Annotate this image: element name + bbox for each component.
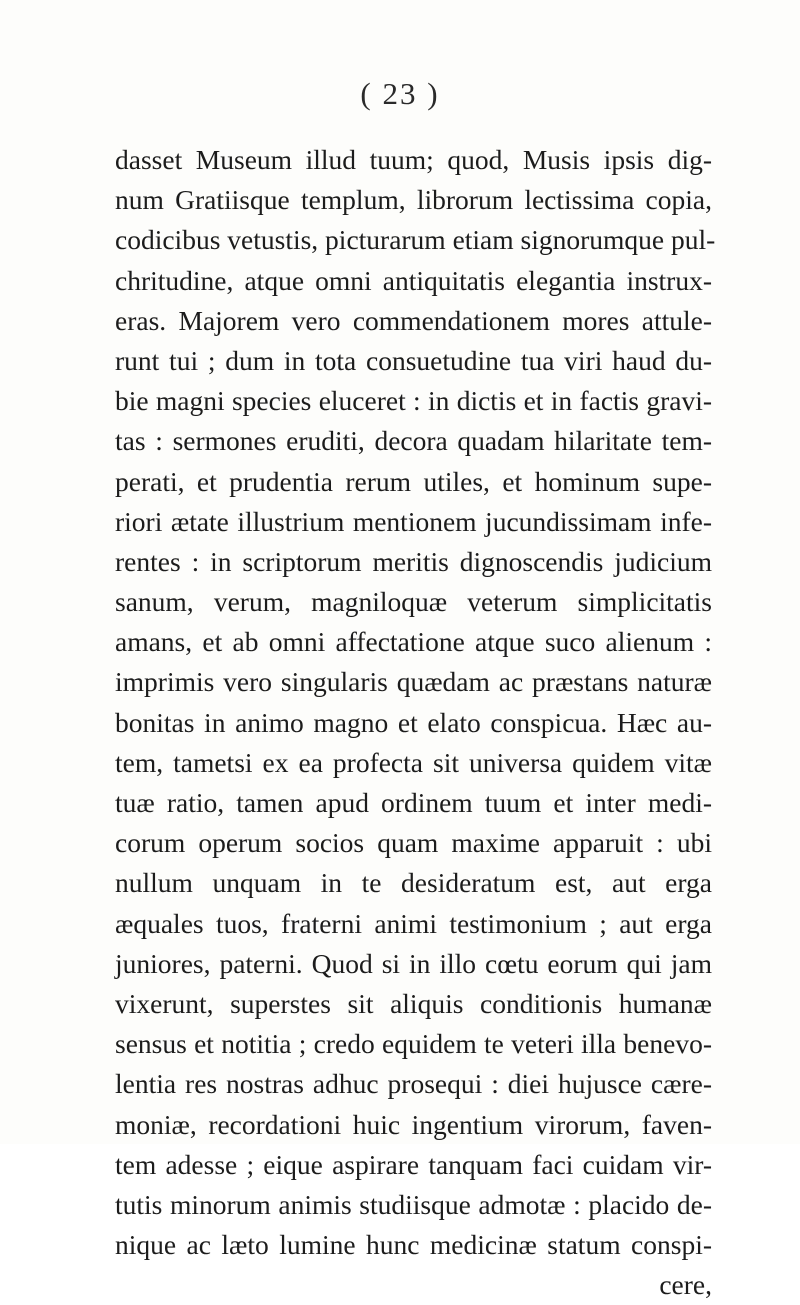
text-line: dasset Museum illud tuum; quod, Musis ipsis dig-	[115, 144, 712, 175]
text-line: bonitas in animo magno et elato conspicua. Hæc au-	[115, 706, 712, 738]
text-line: vixerunt, superstes sit aliquis conditionis humanæ	[115, 987, 712, 1019]
text-line: perati, et prudentia rerum utiles, et hominum supe-	[115, 465, 712, 497]
text-line: bie magni species eluceret : in dictis et in factis gravi-	[115, 385, 712, 417]
text-line: eras. Majorem vero commendationem mores attule-	[115, 304, 712, 336]
text-line: tem, tametsi ex ea profecta sit universa quidem vitæ	[115, 746, 712, 778]
text-line: imprimis vero singularis quædam ac præstans naturæ	[115, 666, 712, 698]
text-line: nullum unquam in te desideratum est, aut erga	[115, 867, 712, 899]
text-line: chritudine, atque omni antiquitatis elegantia instrux-	[115, 264, 712, 296]
text-line: tas : sermones eruditi, decora quadam hilaritate tem-	[115, 425, 712, 457]
text-line: codicibus vetustis, picturarum etiam signorumque pul-	[115, 224, 716, 256]
page-number: ( 23 )	[360, 76, 440, 111]
text-line: rentes : in scriptorum meritis dignoscendis judicium	[115, 545, 712, 577]
text-line: lentia res nostras adhuc prosequi : diei hujusce cære-	[115, 1068, 712, 1100]
text-line: juniores, paterni. Quod si in illo cœtu eorum qui jam	[115, 947, 712, 979]
text-line: nique ac læto lumine hunc medicinæ statum conspi-	[115, 1229, 712, 1261]
text-line: tem adesse ; eique aspirare tanquam faci cuidam vir-	[115, 1148, 712, 1180]
text-line: tuæ ratio, tamen apud ordinem tuum et inter medi-	[115, 787, 712, 818]
text-line: sensus et notitia ; credo equidem te veteri illa benevo-	[115, 1028, 712, 1060]
text-line: runt tui ; dum in tota consuetudine tua viri haud du-	[115, 344, 712, 376]
body-text	[115, 140, 716, 1305]
text-line: amans, et ab omni affectatione atque suco alienum :	[115, 626, 712, 658]
text-line: tutis minorum animis studiisque admotæ : placido de-	[115, 1188, 712, 1220]
text-line: num Gratiisque templum, librorum lectissima copia,	[115, 184, 712, 216]
text-line: moniæ, recordationi huic ingentium virorum, faven-	[115, 1108, 712, 1140]
text-line: sanum, verum, magniloquæ veterum simplicitatis	[115, 586, 712, 618]
text-line-catchword: cere,	[659, 1269, 712, 1301]
text-line: æquales tuos, fraterni animi testimonium ; aut erga	[115, 907, 712, 939]
text-line: corum operum socios quam maxime apparuit : ubi	[115, 827, 712, 859]
text-line: riori ætate illustrium mentionem jucundissimam infe-	[115, 505, 712, 537]
